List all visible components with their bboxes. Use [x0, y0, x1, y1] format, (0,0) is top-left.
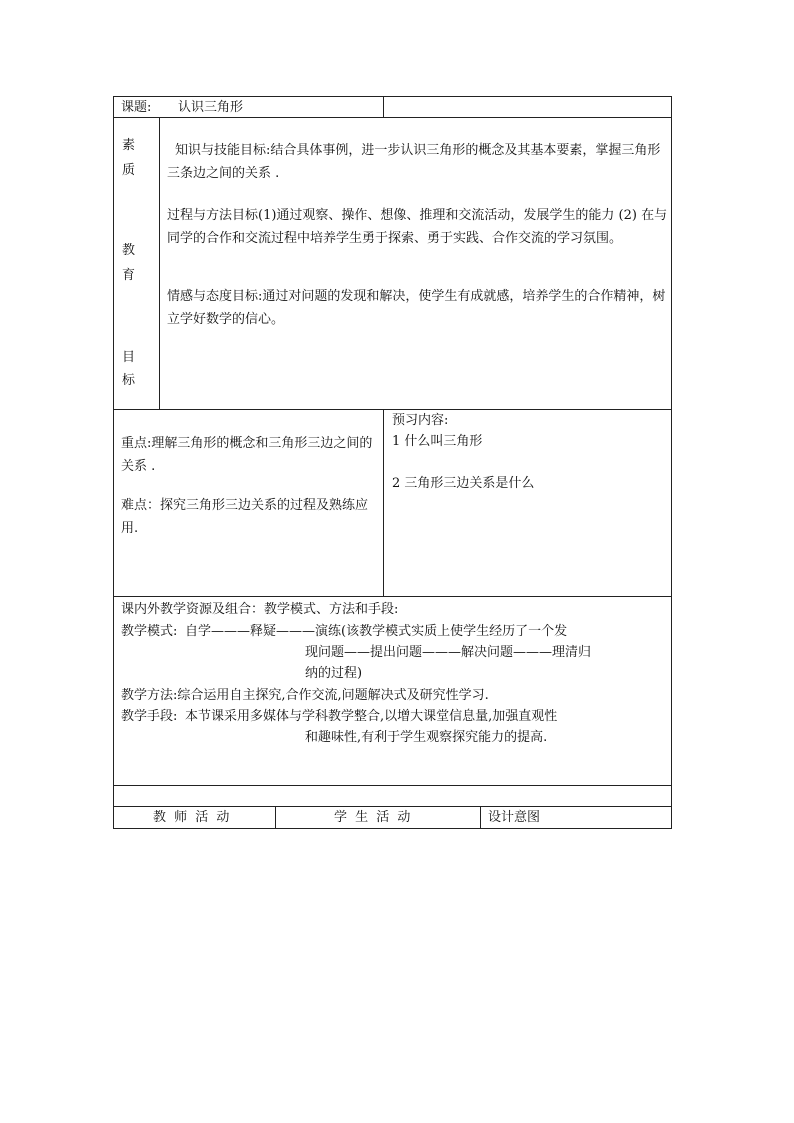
col-divider — [383, 96, 384, 117]
teaching-mode-text: 纳的过程) — [305, 666, 363, 681]
lesson-title: 认识三角形 — [178, 100, 244, 115]
row-divider — [113, 785, 672, 786]
teaching-means-label: 教学手段: — [121, 709, 178, 724]
emotion-attitude-objective: 情感与态度目标:通过对问题的发现和解决，使学生有成就感，培养学生的合作精神，树立学好数学的信心。 — [167, 289, 666, 327]
objectives-side-char: 标 — [122, 373, 136, 388]
objectives-side-char: 目 — [122, 350, 136, 365]
col-divider — [159, 117, 160, 409]
objectives-side-char: 素 — [122, 138, 136, 153]
resources-heading: 课内外教学资源及组合：教学模式、方法和手段: — [121, 602, 399, 617]
teaching-mode-text: 自学———释疑———演练(该教学模式实质上使学生经历了一个发 — [185, 624, 568, 639]
col-divider — [480, 806, 481, 829]
preview-item: 1 什么叫三角形 — [392, 434, 483, 449]
objectives-side-char: 质 — [122, 163, 136, 178]
design-intent-header: 设计意图 — [488, 810, 541, 825]
teaching-means-text: 和趣味性,有利于学生观察探究能力的提高. — [305, 730, 548, 745]
teaching-mode-label: 教学模式: — [121, 624, 178, 639]
objectives-side-char: 教 — [122, 243, 136, 258]
lesson-label: 课题: — [121, 100, 152, 115]
student-activity-header: 学 生 活 动 — [334, 810, 413, 825]
preview-title: 预习内容: — [392, 413, 449, 428]
col-divider — [275, 806, 276, 829]
col-divider — [383, 409, 384, 596]
difficulty-point: 难点：探究三角形三边关系的过程及熟练应用. — [121, 498, 369, 536]
teacher-activity-header: 教 师 活 动 — [153, 810, 232, 825]
row-divider — [113, 409, 672, 410]
teaching-method: 教学方法:综合运用自主探究,合作交流,问题解决式及研究性学习. — [121, 688, 489, 703]
row-divider — [113, 596, 672, 597]
knowledge-skill-objective: 知识与技能目标:结合具体事例，进一步认识三角形的概念及其基本要素，掌握三角形三条边之间的关系 . — [167, 143, 661, 181]
preview-item: 2 三角形三边关系是什么 — [392, 476, 535, 491]
row-divider — [113, 806, 672, 807]
process-method-objective: 过程与方法目标(1)通过观察、操作、想像、推理和交流活动，发展学生的能力 (2) 在与同学的合作和交流过程中培养学生勇于探索、勇于实践、合作交流的学习氛围。 — [167, 208, 668, 246]
objectives-side-char: 育 — [122, 268, 136, 283]
teaching-mode-text: 现问题——提出问题———解决问题———理清归 — [305, 645, 592, 660]
teaching-means-text: 本节课采用多媒体与学科教学整合,以增大课堂信息量,加强直观性 — [185, 709, 558, 724]
focus-point: 重点:理解三角形的概念和三角形三边之间的关系 . — [121, 436, 373, 474]
